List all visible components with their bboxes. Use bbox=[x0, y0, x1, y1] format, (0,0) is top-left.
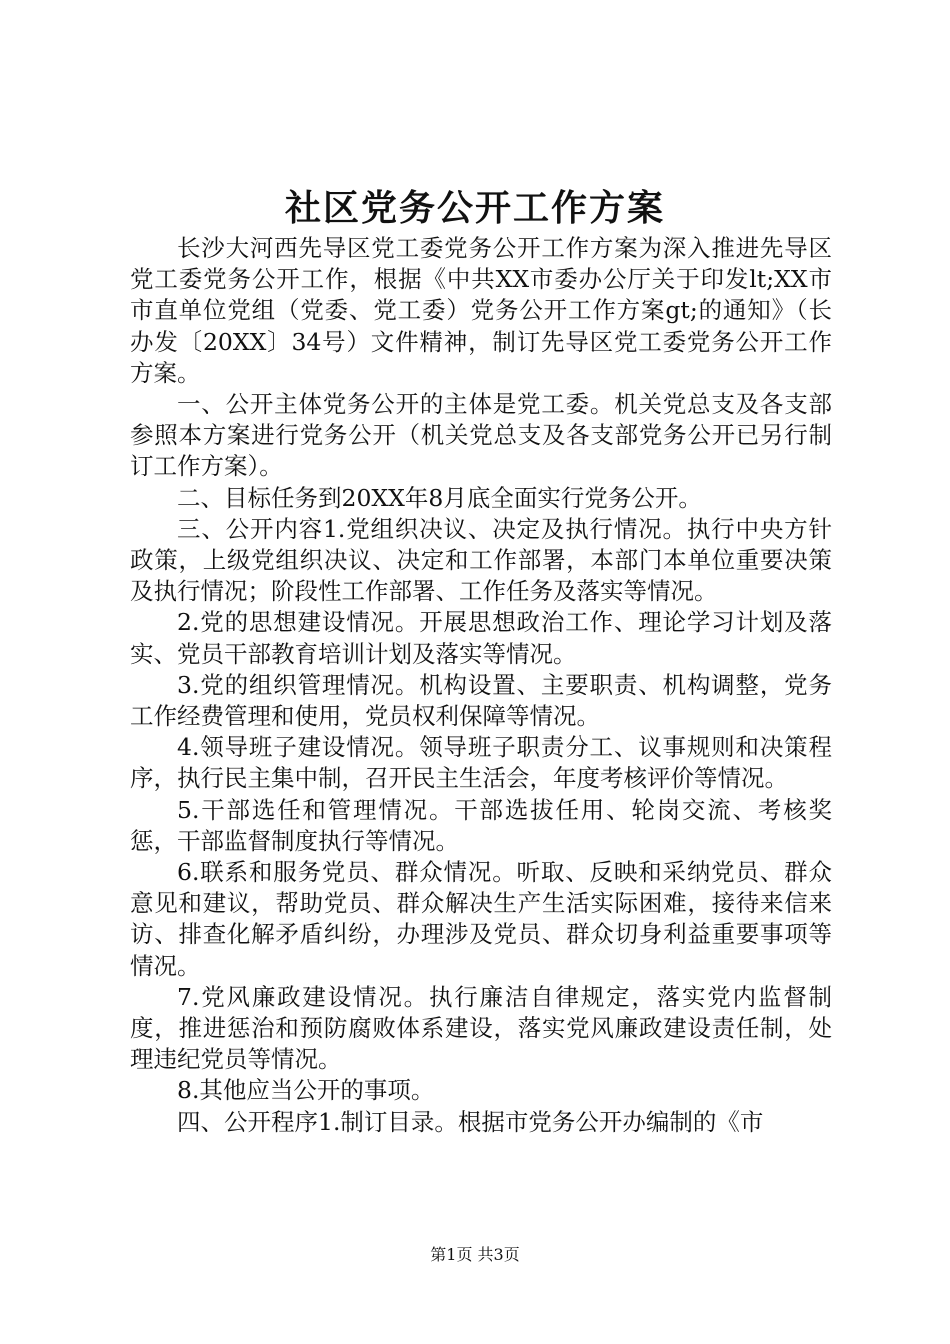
paragraph-section-3: 三、公开内容1.党组织决议、决定及执行情况。执行中央方针政策，上级党组织决议、决定和工作部署，本部门本单位重要决策及执行情况；阶段性工作部署、工作任务及落实等情况。 bbox=[130, 514, 832, 606]
paragraph-item-8: 8.其他应当公开的事项。 bbox=[177, 1076, 435, 1105]
page-number-footer: 第1页 共3页 bbox=[430, 1245, 520, 1264]
document-title: 社区党务公开工作方案 bbox=[284, 187, 665, 229]
paragraph-section-2: 二、目标任务到20XX年8月底全面实行党务公开。 bbox=[177, 483, 702, 512]
document-body bbox=[130, 233, 832, 1138]
paragraph-item-5: 5.干部选任和管理情况。干部选拔任用、轮岗交流、考核奖惩，干部监督制度执行等情况。 bbox=[130, 795, 832, 855]
paragraph-section-1: 一、公开主体党务公开的主体是党工委。机关党总支及各支部参照本方案进行党务公开（机关党总支及各支部党务公开已另行制订工作方案）。 bbox=[130, 390, 832, 481]
paragraph-item-2: 2.党的思想建设情况。开展思想政治工作、理论学习计划及落实、党员干部教育培训计划及落实等情况。 bbox=[130, 608, 832, 668]
paragraph-item-6: 6.联系和服务党员、群众情况。听取、反映和采纳党员、群众意见和建议，帮助党员、群众解决生产生活实际困难，接待来信来访、排查化解矛盾纠纷，办理涉及党员、群众切身利益重要事项等情况。 bbox=[130, 858, 832, 980]
paragraph-item-4: 4.领导班子建设情况。领导班子职责分工、议事规则和决策程序，执行民主集中制，召开民主生活会，年度考核评价等情况。 bbox=[130, 733, 832, 793]
paragraph-item-7: 7.党风廉政建设情况。执行廉洁自律规定，落实党内监督制度，推进惩治和预防腐败体系建设，落实党风廉政建设责任制，处理违纪党员等情况。 bbox=[130, 982, 832, 1074]
paragraph-item-3: 3.党的组织管理情况。机构设置、主要职责、机构调整，党务工作经费管理和使用，党员权利保障等情况。 bbox=[130, 670, 832, 731]
paragraph-intro: 长沙大河西先导区党工委党务公开工作方案为深入推进先导区党工委党务公开工作，根据《中共XX市委办公厅关于印发lt;XX市市直单位党组（党委、党工委）党务公开工作方案gt;的通知》（长办发〔20XX〕34号）文件精神，制订先导区党工委党务公开工作方案。 bbox=[130, 234, 832, 387]
paragraph-section-4: 四、公开程序1.制订目录。根据市党务公开办编制的《市 bbox=[177, 1107, 764, 1136]
